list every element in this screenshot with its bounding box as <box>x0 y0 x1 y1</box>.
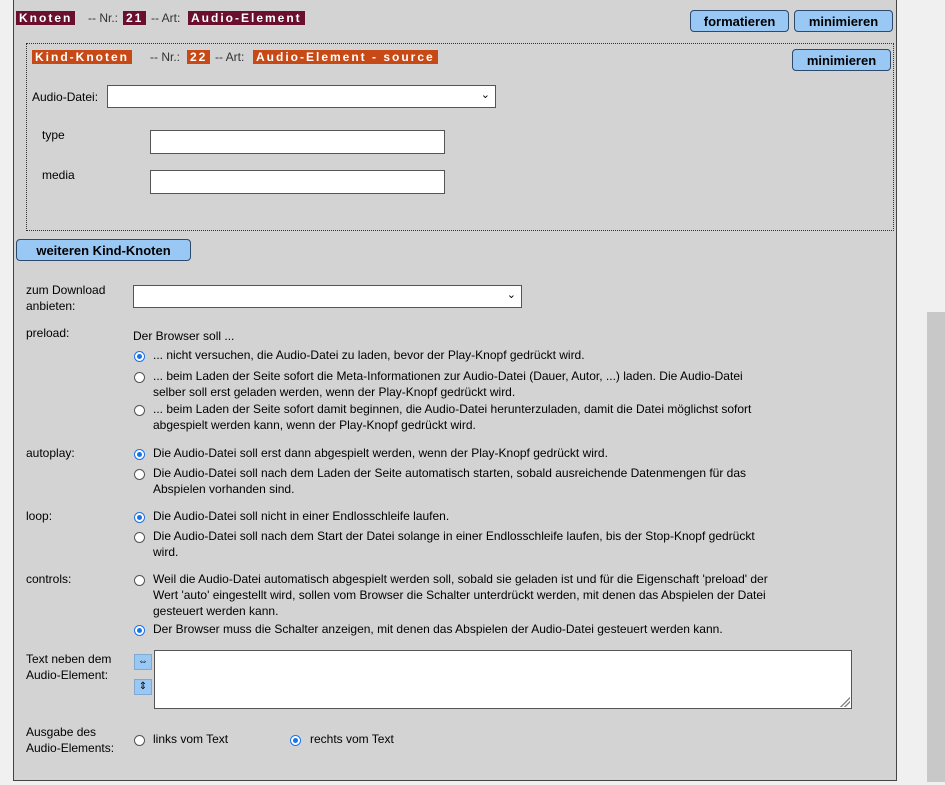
child-label: Kind-Knoten <box>32 50 132 64</box>
preload-option-2-radio[interactable] <box>134 372 145 383</box>
type-input[interactable] <box>150 130 445 154</box>
output-label-line2: Audio-Elements: <box>26 741 115 755</box>
child-nr: 22 <box>187 50 210 64</box>
controls-option-2-radio[interactable] <box>134 625 145 636</box>
preload-label: preload: <box>26 326 70 340</box>
media-label: media <box>42 168 75 182</box>
controls-option-1-text: Weil die Audio-Datei automatisch abgespielt werden soll, sobald sie geladen ist und für die Eigenschaft 'preload' der <box>153 572 768 586</box>
resize-horizontal-icon[interactable]: ⇔ <box>134 654 152 670</box>
output-left-radio[interactable] <box>134 735 145 746</box>
format-button[interactable]: formatieren <box>690 10 789 32</box>
preload-intro: Der Browser soll ... <box>133 329 235 343</box>
audio-file-label: Audio-Datei: <box>32 90 99 104</box>
controls-option-1-text-3: gesteuert werden kann. <box>153 604 279 618</box>
media-input[interactable] <box>150 170 445 194</box>
node-art: Audio-Element <box>188 11 305 25</box>
loop-option-2-text-2: wird. <box>153 545 179 559</box>
preload-option-3-radio[interactable] <box>134 405 145 416</box>
output-right-radio[interactable] <box>290 735 301 746</box>
preload-option-3-text: ... beim Laden der Seite sofort damit beginnen, die Audio-Datei herunterzuladen, damit die Datei möglichst sofort <box>153 402 752 416</box>
resize-vertical-icon[interactable]: ⇕ <box>134 679 152 695</box>
preload-option-2-text: ... beim Laden der Seite sofort die Meta-Informationen zur Audio-Datei (Dauer, Autor, ...) laden. Die Audio-Datei <box>153 369 743 383</box>
text-beside-label-line1: Text neben dem <box>26 652 112 666</box>
scrollbar-thumb[interactable] <box>927 312 945 782</box>
loop-label: loop: <box>26 509 53 523</box>
autoplay-option-2-text-2: Abspielen vorhanden sind. <box>153 482 295 496</box>
autoplay-option-2-text: Die Audio-Datei soll nach dem Laden der Seite automatisch starten, sobald ausreichende Datenmengen für das <box>153 466 747 480</box>
audio-file-select[interactable] <box>107 85 496 108</box>
text-beside-label-line2: Audio-Element: <box>26 668 109 682</box>
autoplay-option-2-radio[interactable] <box>134 469 145 480</box>
controls-option-1-radio[interactable] <box>134 575 145 586</box>
loop-option-2-radio[interactable] <box>134 532 145 543</box>
node-label: Knoten <box>16 11 75 25</box>
chevron-down-icon: ⌄ <box>480 89 490 101</box>
child-art-prefix: -- Art: <box>215 50 245 64</box>
node-nr: 21 <box>123 11 146 25</box>
download-label-line2: anbieten: <box>26 299 76 313</box>
child-nr-prefix: -- Nr.: <box>150 50 180 64</box>
preload-option-2-text-2: selber soll erst geladen werden, wenn der Play-Knopf gedrückt wird. <box>153 385 516 399</box>
controls-label: controls: <box>26 572 72 586</box>
autoplay-label: autoplay: <box>26 446 75 460</box>
output-left-label: links vom Text <box>153 732 229 746</box>
node-art-prefix: -- Art: <box>151 11 181 25</box>
download-label-line1: zum Download <box>26 283 106 297</box>
controls-option-2-text: Der Browser muss die Schalter anzeigen, mit denen das Abspielen der Audio-Datei gesteuert werden kann. <box>153 622 723 636</box>
preload-option-1-radio[interactable] <box>134 351 145 362</box>
node-nr-prefix: -- Nr.: <box>88 11 118 25</box>
loop-option-1-text: Die Audio-Datei soll nicht in einer Endlosschleife laufen. <box>153 509 450 523</box>
preload-option-1-text: ... nicht versuchen, die Audio-Datei zu laden, bevor der Play-Knopf gedrückt wird. <box>153 348 585 362</box>
add-child-node-button[interactable]: weiteren Kind-Knoten <box>16 239 191 261</box>
output-right-label: rechts vom Text <box>310 732 394 746</box>
loop-option-1-radio[interactable] <box>134 512 145 523</box>
preload-option-3-text-2: abgespielt werden kann, wenn der Play-Knopf gedrückt wird. <box>153 418 476 432</box>
chevron-down-icon: ⌄ <box>506 289 516 301</box>
controls-option-1-text-2: Wert 'auto' eingestellt wird, sollen vom Browser die Schalter unterdrückt werden, mit denen das Abspielen der Datei <box>153 588 766 602</box>
autoplay-option-1-radio[interactable] <box>134 449 145 460</box>
download-select[interactable] <box>133 285 522 308</box>
text-beside-textarea[interactable] <box>154 650 852 709</box>
child-art: Audio-Element - source <box>253 50 438 64</box>
resize-grip-icon[interactable] <box>840 697 850 707</box>
loop-option-2-text: Die Audio-Datei soll nach dem Start der Datei solange in einer Endlosschleife laufen, bis der Stop-Knopf gedrückt <box>153 529 755 543</box>
autoplay-option-1-text: Die Audio-Datei soll erst dann abgespielt werden, wenn der Play-Knopf gedrückt wird. <box>153 446 608 460</box>
node-minimize-button[interactable]: minimieren <box>794 10 893 32</box>
child-minimize-button[interactable]: minimieren <box>792 49 891 71</box>
output-label-line1: Ausgabe des <box>26 725 97 739</box>
type-label: type <box>42 128 65 142</box>
